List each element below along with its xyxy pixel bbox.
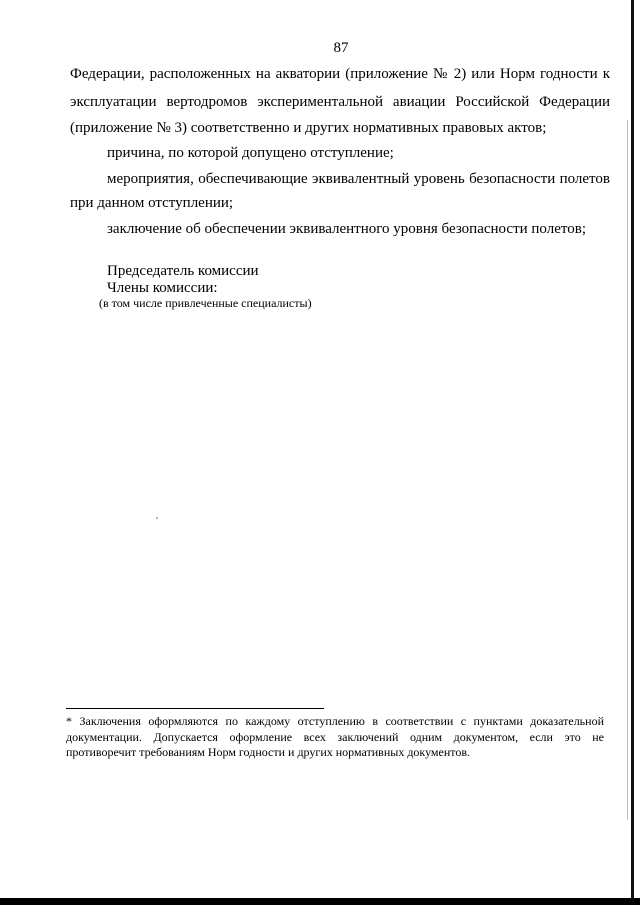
- reason-item: причина, по которой допущено отступление;: [107, 145, 394, 161]
- body-paragraph-line: (приложение № 3) соответственно и других нормативных правовых актов;: [70, 120, 547, 136]
- scan-edge-bottom: [0, 898, 640, 905]
- body-paragraph-line: Федерации, расположенных на акватории (приложение № 2) или Норм годности к: [70, 66, 610, 82]
- members-label: Члены комиссии:: [107, 280, 218, 296]
- footnote-line: * Заключения оформляются по каждому отступлению в соответствии с пунктами доказательной: [66, 714, 604, 728]
- measures-item-line: при данном отступлении;: [70, 195, 234, 211]
- scan-speck: [156, 517, 158, 519]
- footnote-separator: [66, 708, 324, 709]
- body-paragraph-line: эксплуатации вертодромов экспериментальной авиации Российской Федерации: [70, 94, 610, 110]
- chairman-label: Председатель комиссии: [107, 263, 259, 279]
- conclusion-item: заключение об обеспечении эквивалентного уровня безопасности полетов;: [107, 221, 586, 237]
- footnote-line: документации. Допускается оформление всех заключений одним документом, если это не: [66, 730, 604, 744]
- members-note: (в том числе привлеченные специалисты): [99, 296, 312, 310]
- footnote-line: противоречит требованиям Норм годности и других нормативных документов.: [66, 745, 471, 759]
- scan-edge-shadow: [627, 120, 628, 820]
- measures-item-line: мероприятия, обеспечивающие эквивалентный уровень безопасности полетов: [107, 171, 610, 187]
- page-number: 87: [333, 40, 349, 56]
- scan-edge-right: [631, 0, 634, 905]
